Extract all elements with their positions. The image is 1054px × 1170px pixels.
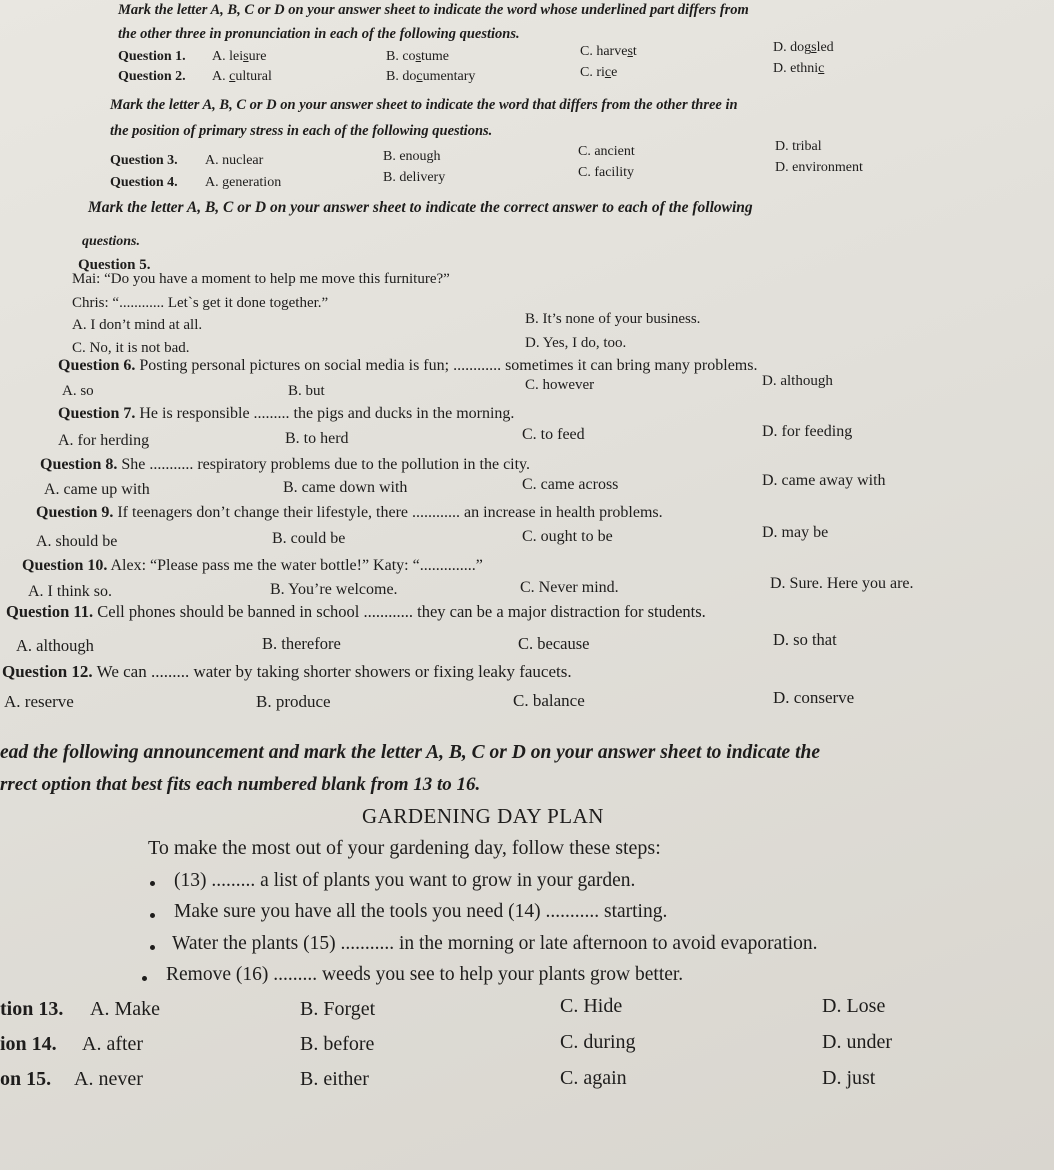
option-c: C. because [518,634,590,653]
question-label: Question 6. [58,357,136,374]
question-stem: We can ......... water by taking shorter showers or fixing leaky faucets. [96,662,572,681]
question-label: Question 8. [40,456,118,473]
option-d: D. ethnic [773,61,825,76]
option-c: C. came across [522,476,619,493]
option-c: C. Never mind. [520,579,619,596]
option-b: B. to herd [285,430,349,447]
option-c: C. ought to be [522,528,613,545]
option-b: B. but [288,383,325,399]
option-b: B. delivery [383,170,446,185]
option-b: B. documentary [386,69,476,84]
option-a: A. for herding [58,432,150,449]
question-stem: Alex: “Please pass me the water bottle!” Katy: “..............” [110,557,483,574]
option-d: D. conserve [773,688,855,707]
section3-instruction-line1: Mark the letter A, B, C or D on your answer sheet to indicate the correct answer to each of the following [88,199,753,216]
bullet-item: Water the plants (15) ........... in the morning or late afternoon to avoid evaporation. [172,933,818,954]
option-d: D. dogsled [773,40,834,55]
option-b: B. came down with [283,479,408,496]
option-d: D. environment [775,160,863,175]
question-label: Question 1. [118,49,186,64]
question-line [2,663,572,680]
question-label: Question 7. [58,405,136,422]
option-b: B. before [300,1033,375,1055]
option-a: A. should be [36,533,118,550]
question-label: Question 12. [2,662,93,681]
option-d: D. Yes, I do, too. [525,335,627,351]
option-c: C. balance [513,691,585,710]
question-stem: He is responsible ......... the pigs and ducks in the morning. [139,405,515,422]
option-a: A. Make [90,998,160,1020]
bullet-item: Remove (16) ......... weeds you see to help your plants grow better. [166,964,684,985]
section4-instruction-line1: ead the following announcement and mark the letter A, B, C or D on your answer sheet to indicate the [0,742,820,763]
option-c: C. during [560,1031,636,1053]
option-d: D. just [822,1067,876,1089]
option-a: A. nuclear [205,153,264,168]
option-b: B. Forget [300,998,376,1020]
bullet-item: Make sure you have all the tools you need (14) ........... starting. [174,901,668,922]
question-label: Question 9. [36,504,114,521]
question-line [22,558,483,574]
section3-instruction-line2: questions. [82,234,140,249]
option-c: C. Hide [560,995,623,1017]
bullet-dot [142,976,147,981]
option-d: D. may be [762,524,829,541]
option-a: A. never [74,1068,143,1090]
question-label: Question 5. [78,257,151,273]
question-line [40,457,530,473]
option-d: D. Sure. Here you are. [770,575,914,592]
option-b: B. You’re welcome. [270,581,398,598]
question-label: Question 2. [118,69,186,84]
option-d: D. tribal [775,139,822,154]
option-a: A. I think so. [28,583,112,600]
option-d: D. so that [773,630,837,649]
option-c: C. ancient [578,144,635,159]
question-label: tion 13. [0,998,64,1020]
option-a: A. came up with [44,481,150,498]
option-c: C. facility [578,165,634,180]
option-a: A. cultural [212,69,272,84]
question-label: Question 11. [6,602,94,621]
option-c: C. again [560,1067,627,1089]
option-a: A. so [62,383,94,399]
section2-instruction-line2: the position of primary stress in each of the following questions. [110,123,493,139]
section1-instruction-line2: the other three in pronunciation in each of the following questions. [118,26,520,42]
option-b: B. It’s none of your business. [525,311,701,327]
option-b: B. costume [386,49,450,64]
option-c: C. No, it is not bad. [72,340,190,356]
option-a: A. I don’t mind at all. [72,317,203,333]
question-line [6,604,706,621]
question-label: Question 3. [110,153,178,168]
question-line [58,406,514,422]
question-label: Question 4. [110,175,178,190]
option-b: B. therefore [262,634,341,653]
bullet-dot [150,881,155,886]
option-b: B. enough [383,149,441,164]
option-d: D. although [762,373,833,389]
option-a: A. although [16,636,94,655]
question-label: Question 10. [22,557,108,574]
option-c: C. however [525,377,595,393]
option-d: D. Lose [822,995,886,1017]
question-stem: She ........... respiratory problems due to the pollution in the city. [121,456,531,473]
bullet-dot [150,913,155,918]
dialogue-line: Chris: “............ Let`s get it done together.” [72,295,329,311]
option-d: D. came away with [762,472,886,489]
question-stem: Cell phones should be banned in school ............ they can be a major distraction for students. [97,602,706,621]
option-a: A. leisure [212,49,267,64]
option-d: D. for feeding [762,423,853,440]
question-label: ion 14. [0,1033,57,1055]
question-label: on 15. [0,1068,52,1090]
section4-instruction-line2: rrect option that best fits each numbered blank from 13 to 16. [0,774,481,795]
question-line [58,358,757,374]
bullet-dot [150,945,155,950]
option-b: B. could be [272,530,346,547]
option-a: A. after [82,1033,144,1055]
option-a: A. reserve [4,692,74,711]
announcement-title: GARDENING DAY PLAN [362,804,604,828]
option-c: C. rice [580,65,618,80]
option-c: C. harvest [580,44,637,59]
question-stem: If teenagers don’t change their lifestyle, there ............ an increase in health problems. [117,504,663,521]
section1-instruction-line1: Mark the letter A, B, C or D on your answer sheet to indicate the word whose underlined part differs from [118,2,749,18]
option-c: C. to feed [522,426,585,443]
option-b: B. produce [256,692,331,711]
option-d: D. under [822,1031,892,1053]
bullet-item: (13) ......... a list of plants you want to grow in your garden. [174,870,636,891]
option-a: A. generation [205,175,282,190]
section2-instruction-line1: Mark the letter A, B, C or D on your answer sheet to indicate the word that differs from the other three in [110,97,738,113]
question-line [36,505,663,521]
option-b: B. either [300,1068,369,1090]
dialogue-line: Mai: “Do you have a moment to help me move this furniture?” [72,271,450,287]
announcement-intro: To make the most out of your gardening day, follow these steps: [148,837,661,859]
question-stem: Posting personal pictures on social media is fun; ............ sometimes it can bring many problems. [139,357,758,374]
